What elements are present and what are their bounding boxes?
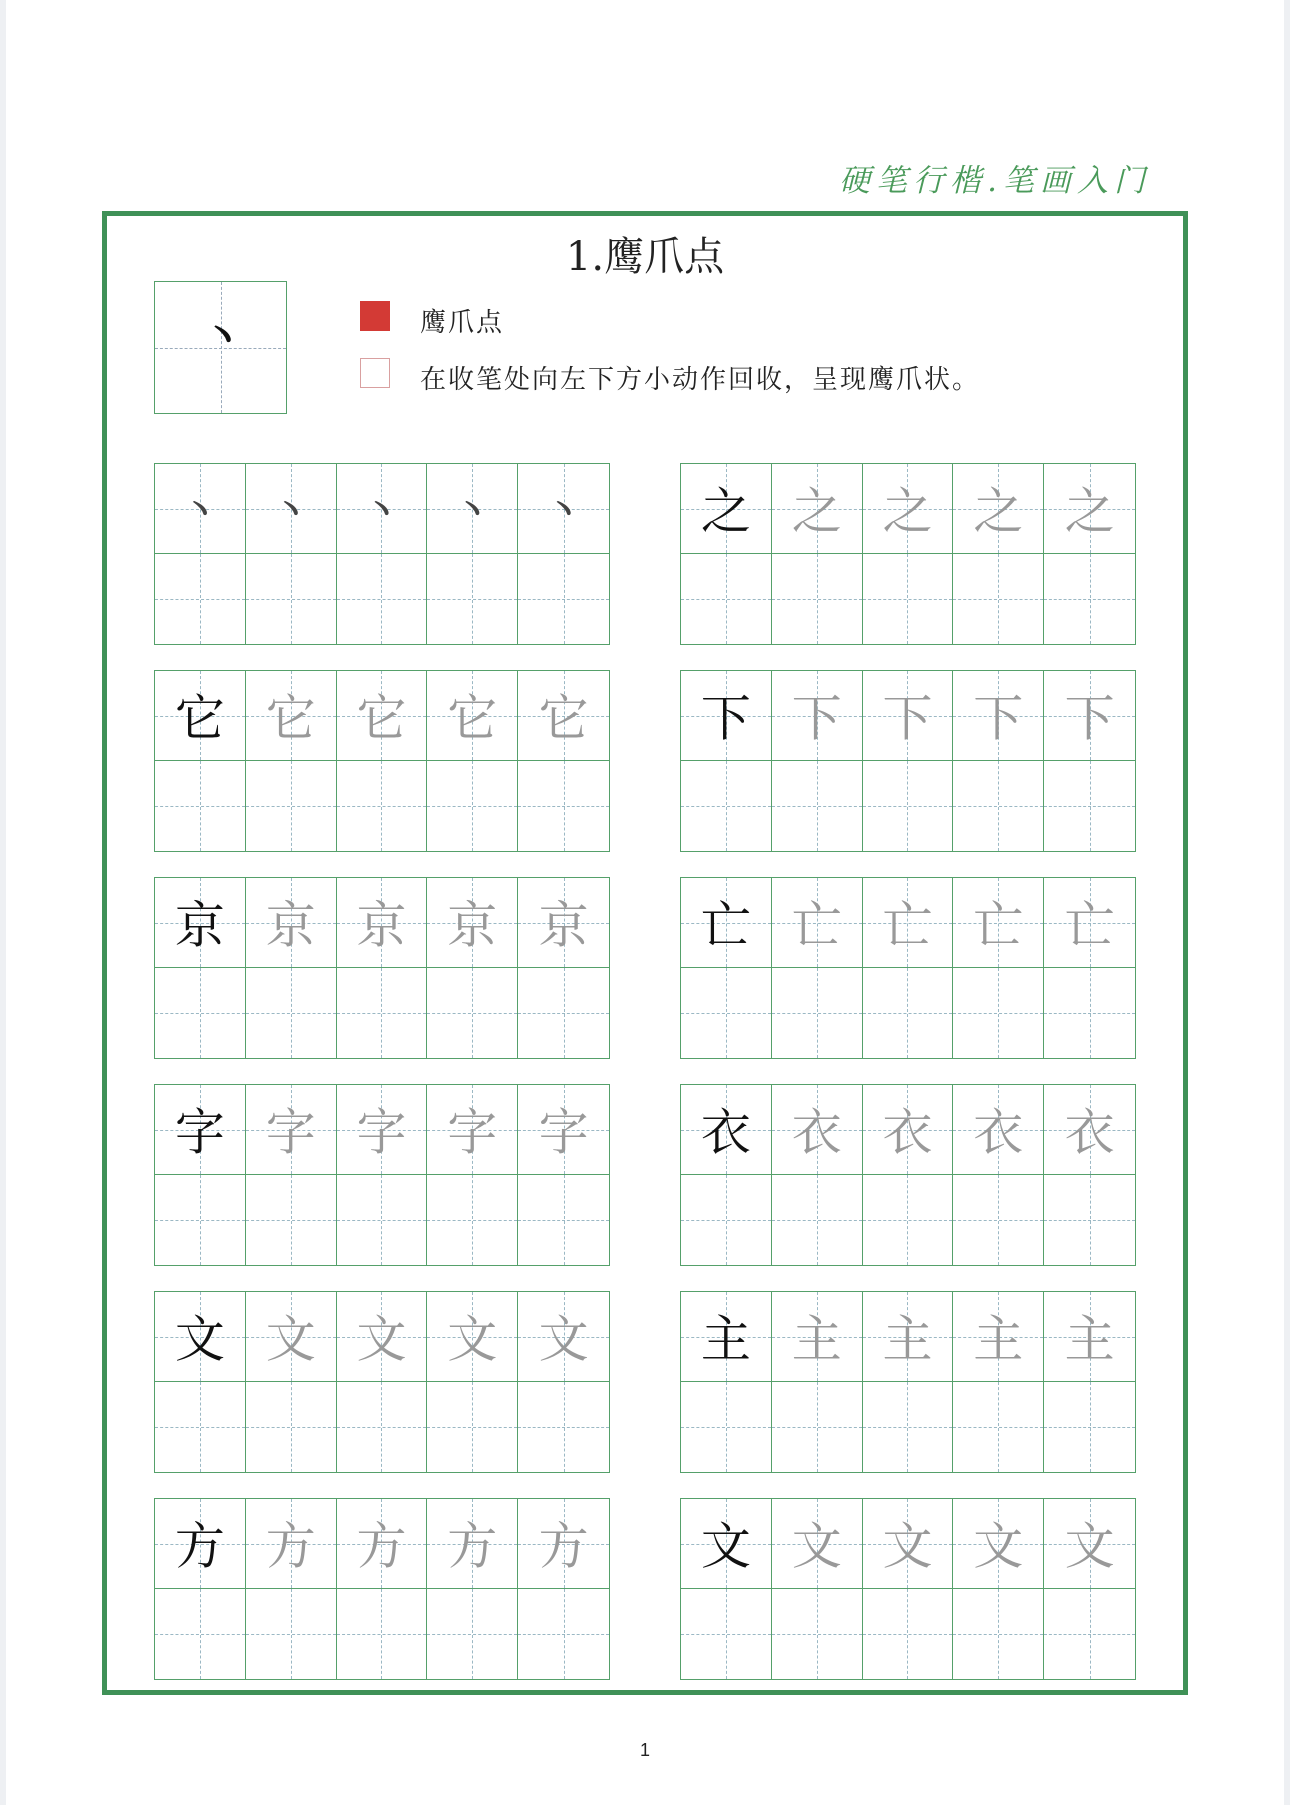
practice-grid-right [680,877,1136,1059]
sample-stroke-box [154,281,287,414]
stroke-name: 鹰爪点 [420,308,505,338]
trace-character: 方 [265,1517,316,1576]
trace-character: 下 [973,689,1024,748]
grid-cell [155,1085,246,1175]
grid-cell [681,761,772,851]
grid-cell [681,1175,772,1265]
grid-cell [427,1589,518,1679]
trace-character: 亡 [1064,896,1115,955]
grid-cell [337,1499,428,1589]
trace-character: 字 [447,1103,498,1162]
grid-cell [246,464,337,554]
guide-line-horizontal [772,1013,862,1014]
grid-cell [1044,671,1135,761]
grid-cell [953,761,1044,851]
grid-cell [953,1175,1044,1265]
guide-line-horizontal [427,806,517,807]
grid-cell [246,554,337,644]
guide-line-horizontal [681,599,771,600]
grid-cell [681,968,772,1058]
grid-cell [953,968,1044,1058]
grid-cell [1044,1589,1135,1679]
grid-cell [1044,1382,1135,1472]
guide-line-horizontal [953,806,1043,807]
grid-cell [1044,761,1135,851]
grid-cell [246,1175,337,1265]
trace-character: 它 [265,689,316,748]
guide-line-horizontal [772,1220,862,1221]
model-character: 之 [700,482,751,541]
grid-cell [772,1175,863,1265]
practice-grid-left [154,463,610,645]
trace-character: 主 [882,1310,933,1369]
guide-line-horizontal [1044,806,1135,807]
grid-cell [863,1085,954,1175]
grid-cell [772,1085,863,1175]
guide-line-horizontal [863,806,953,807]
guide-line-horizontal [863,1220,953,1221]
grid-cell [337,671,428,761]
guide-line-horizontal [337,1634,427,1635]
grid-cell [863,878,954,968]
trace-character: 方 [538,1517,589,1576]
guide-line-horizontal [772,1427,862,1428]
trace-character: 京 [538,896,589,955]
grid-cell [337,554,428,644]
grid-cell [427,554,518,644]
guide-line-horizontal [1044,1220,1135,1221]
trace-character: 文 [882,1517,933,1576]
guide-line-horizontal [427,1634,517,1635]
lesson-title: 1.鹰爪点 [565,234,725,280]
grid-cell [246,1499,337,1589]
model-character: 下 [700,689,751,748]
grid-cell [518,968,609,1058]
grid-cell [953,554,1044,644]
guide-line-horizontal [518,1220,609,1221]
guide-line-horizontal [155,1013,245,1014]
guide-line-horizontal [1044,1634,1135,1635]
grid-cell [863,1589,954,1679]
grid-cell [772,1589,863,1679]
grid-cell [427,1499,518,1589]
grid-cell [681,878,772,968]
grid-cell [1044,464,1135,554]
practice-grid-right [680,1084,1136,1266]
model-character: 文 [174,1310,225,1369]
grid-cell [337,1589,428,1679]
guide-line-horizontal [681,1634,771,1635]
trace-character: 衣 [791,1103,842,1162]
practice-grid-left [154,1291,610,1473]
guide-line-horizontal [518,599,609,600]
grid-cell [427,1085,518,1175]
grid-cell [772,554,863,644]
model-character: 衣 [700,1103,751,1162]
grid-cell [953,1292,1044,1382]
grid-cell [681,671,772,761]
grid-cell [863,1292,954,1382]
guide-line-horizontal [681,1427,771,1428]
grid-cell [953,1085,1044,1175]
grid-cell [518,1589,609,1679]
grid-cell [155,1175,246,1265]
guide-line-horizontal [518,1427,609,1428]
red-square-marker [360,301,390,331]
trace-character: 字 [356,1103,407,1162]
guide-line-horizontal [681,1220,771,1221]
guide-line-horizontal [337,1427,427,1428]
guide-line-horizontal [246,1427,336,1428]
grid-cell [155,464,246,554]
grid-cell [772,464,863,554]
guide-line-horizontal [863,1013,953,1014]
trace-character: 丶 [455,491,490,532]
grid-cell [1044,1292,1135,1382]
model-character: 主 [700,1310,751,1369]
trace-character: 亡 [791,896,842,955]
guide-line-horizontal [246,1220,336,1221]
model-character: 方 [174,1517,225,1576]
grid-cell [155,1499,246,1589]
grid-cell [518,761,609,851]
trace-character: 字 [538,1103,589,1162]
model-character: 京 [174,896,225,955]
grid-cell [427,878,518,968]
guide-line-horizontal [246,806,336,807]
guide-line-horizontal [863,1427,953,1428]
guide-line-horizontal [518,806,609,807]
guide-line-horizontal [246,599,336,600]
trace-character: 京 [447,896,498,955]
grid-cell [518,1292,609,1382]
grid-cell [518,1175,609,1265]
grid-cell [427,464,518,554]
trace-character: 之 [1064,482,1115,541]
guide-line-horizontal [863,599,953,600]
trace-character: 之 [882,482,933,541]
trace-character: 衣 [1064,1103,1115,1162]
trace-character: 衣 [882,1103,933,1162]
guide-line-horizontal [155,806,245,807]
guide-line-horizontal [953,1220,1043,1221]
trace-character: 文 [447,1310,498,1369]
trace-character: 文 [265,1310,316,1369]
grid-cell [246,761,337,851]
guide-line-horizontal [246,1013,336,1014]
guide-line-horizontal [681,1013,771,1014]
empty-square-marker [360,358,390,388]
guide-line-horizontal [772,806,862,807]
trace-character: 衣 [973,1103,1024,1162]
trace-character: 亡 [973,896,1024,955]
grid-cell [681,464,772,554]
grid-cell [953,1499,1044,1589]
trace-character: 文 [1064,1517,1115,1576]
grid-cell [863,1499,954,1589]
grid-cell [246,1292,337,1382]
grid-cell [427,1382,518,1472]
grid-cell [863,554,954,644]
grid-cell [155,761,246,851]
model-character: 它 [174,689,225,748]
model-character: 字 [174,1103,225,1162]
guide-line-horizontal [953,1013,1043,1014]
trace-character: 主 [973,1310,1024,1369]
grid-cell [246,878,337,968]
trace-character: 文 [791,1517,842,1576]
grid-cell [681,1382,772,1472]
model-character: 丶 [182,491,217,532]
trace-character: 主 [791,1310,842,1369]
grid-cell [337,968,428,1058]
grid-cell [772,761,863,851]
grid-cell [518,1085,609,1175]
grid-cell [246,671,337,761]
stroke-description: 在收笔处向左下方小动作回收，呈现鹰爪状。 [420,365,981,395]
guide-line-horizontal [772,1634,862,1635]
grid-cell [681,1589,772,1679]
grid-cell [155,1589,246,1679]
grid-cell [155,878,246,968]
trace-character: 丶 [273,491,308,532]
guide-line-horizontal [246,1634,336,1635]
guide-line-horizontal [337,599,427,600]
guide-line-horizontal [155,1634,245,1635]
guide-line-horizontal [337,806,427,807]
grid-cell [953,464,1044,554]
trace-character: 字 [265,1103,316,1162]
trace-character: 它 [538,689,589,748]
guide-line-horizontal [155,1220,245,1221]
sample-stroke: 丶 [202,312,243,360]
grid-cell [155,968,246,1058]
grid-cell [1044,554,1135,644]
grid-cell [681,1499,772,1589]
grid-cell [863,1382,954,1472]
guide-line-horizontal [518,1634,609,1635]
grid-cell [772,968,863,1058]
guide-line-horizontal [1044,1013,1135,1014]
grid-cell [772,1292,863,1382]
guide-line-horizontal [427,1220,517,1221]
trace-character: 丶 [364,491,399,532]
grid-cell [427,968,518,1058]
guide-line-horizontal [1044,1427,1135,1428]
grid-cell [953,1589,1044,1679]
grid-cell [155,671,246,761]
grid-cell [246,1382,337,1472]
grid-cell [518,1499,609,1589]
model-character: 亡 [700,896,751,955]
grid-cell [863,761,954,851]
practice-grid-right [680,463,1136,645]
grid-cell [337,1292,428,1382]
trace-character: 方 [356,1517,407,1576]
practice-grid-right [680,1291,1136,1473]
page-header: 硬笔行楷.笔画入门 [839,163,1151,199]
guide-line-horizontal [953,1427,1043,1428]
practice-grid-left [154,877,610,1059]
grid-cell [155,554,246,644]
model-character: 文 [700,1517,751,1576]
trace-character: 文 [973,1517,1024,1576]
guide-line-horizontal [772,599,862,600]
grid-cell [518,671,609,761]
grid-cell [681,1292,772,1382]
grid-cell [1044,1175,1135,1265]
grid-cell [1044,1085,1135,1175]
practice-grid-left [154,670,610,852]
trace-character: 京 [356,896,407,955]
guide-line-horizontal [337,1013,427,1014]
grid-cell [772,671,863,761]
grid-cell [681,1085,772,1175]
grid-cell [337,1175,428,1265]
grid-cell [772,878,863,968]
grid-cell [518,554,609,644]
guide-line-horizontal [155,1427,245,1428]
guide-line-horizontal [681,806,771,807]
practice-grid-left [154,1498,610,1680]
grid-cell [337,878,428,968]
grid-cell [1044,878,1135,968]
trace-character: 文 [356,1310,407,1369]
guide-line-horizontal [953,599,1043,600]
grid-cell [953,1382,1044,1472]
trace-character: 它 [447,689,498,748]
grid-cell [337,1382,428,1472]
grid-cell [246,1085,337,1175]
grid-cell [427,1175,518,1265]
trace-character: 下 [791,689,842,748]
grid-cell [863,464,954,554]
grid-cell [337,464,428,554]
trace-character: 下 [1064,689,1115,748]
trace-character: 丶 [546,491,581,532]
grid-cell [863,1175,954,1265]
trace-character: 文 [538,1310,589,1369]
guide-line-horizontal [1044,599,1135,600]
trace-character: 下 [882,689,933,748]
grid-cell [155,1382,246,1472]
practice-grid-right [680,670,1136,852]
grid-cell [337,761,428,851]
guide-line-horizontal [863,1634,953,1635]
grid-cell [1044,968,1135,1058]
grid-cell [953,878,1044,968]
guide-line-horizontal [337,1220,427,1221]
guide-line-horizontal [155,599,245,600]
grid-cell [772,1499,863,1589]
grid-cell [863,671,954,761]
grid-cell [681,554,772,644]
grid-cell [863,968,954,1058]
page-number: 1 [639,1740,650,1760]
guide-line-horizontal [518,1013,609,1014]
grid-cell [337,1085,428,1175]
practice-grid-right [680,1498,1136,1680]
trace-character: 京 [265,896,316,955]
guide-line-horizontal [427,1013,517,1014]
guide-line-horizontal [427,1427,517,1428]
trace-character: 之 [973,482,1024,541]
trace-character: 亡 [882,896,933,955]
grid-cell [518,464,609,554]
grid-cell [518,878,609,968]
practice-grid-left [154,1084,610,1266]
grid-cell [427,1292,518,1382]
grid-cell [953,671,1044,761]
trace-character: 方 [447,1517,498,1576]
grid-cell [427,761,518,851]
grid-cell [518,1382,609,1472]
trace-character: 它 [356,689,407,748]
trace-character: 之 [791,482,842,541]
grid-cell [246,968,337,1058]
grid-cell [772,1382,863,1472]
grid-cell [427,671,518,761]
guide-line-horizontal [427,599,517,600]
grid-cell [1044,1499,1135,1589]
trace-character: 主 [1064,1310,1115,1369]
grid-cell [246,1589,337,1679]
grid-cell [155,1292,246,1382]
guide-line-horizontal [953,1634,1043,1635]
